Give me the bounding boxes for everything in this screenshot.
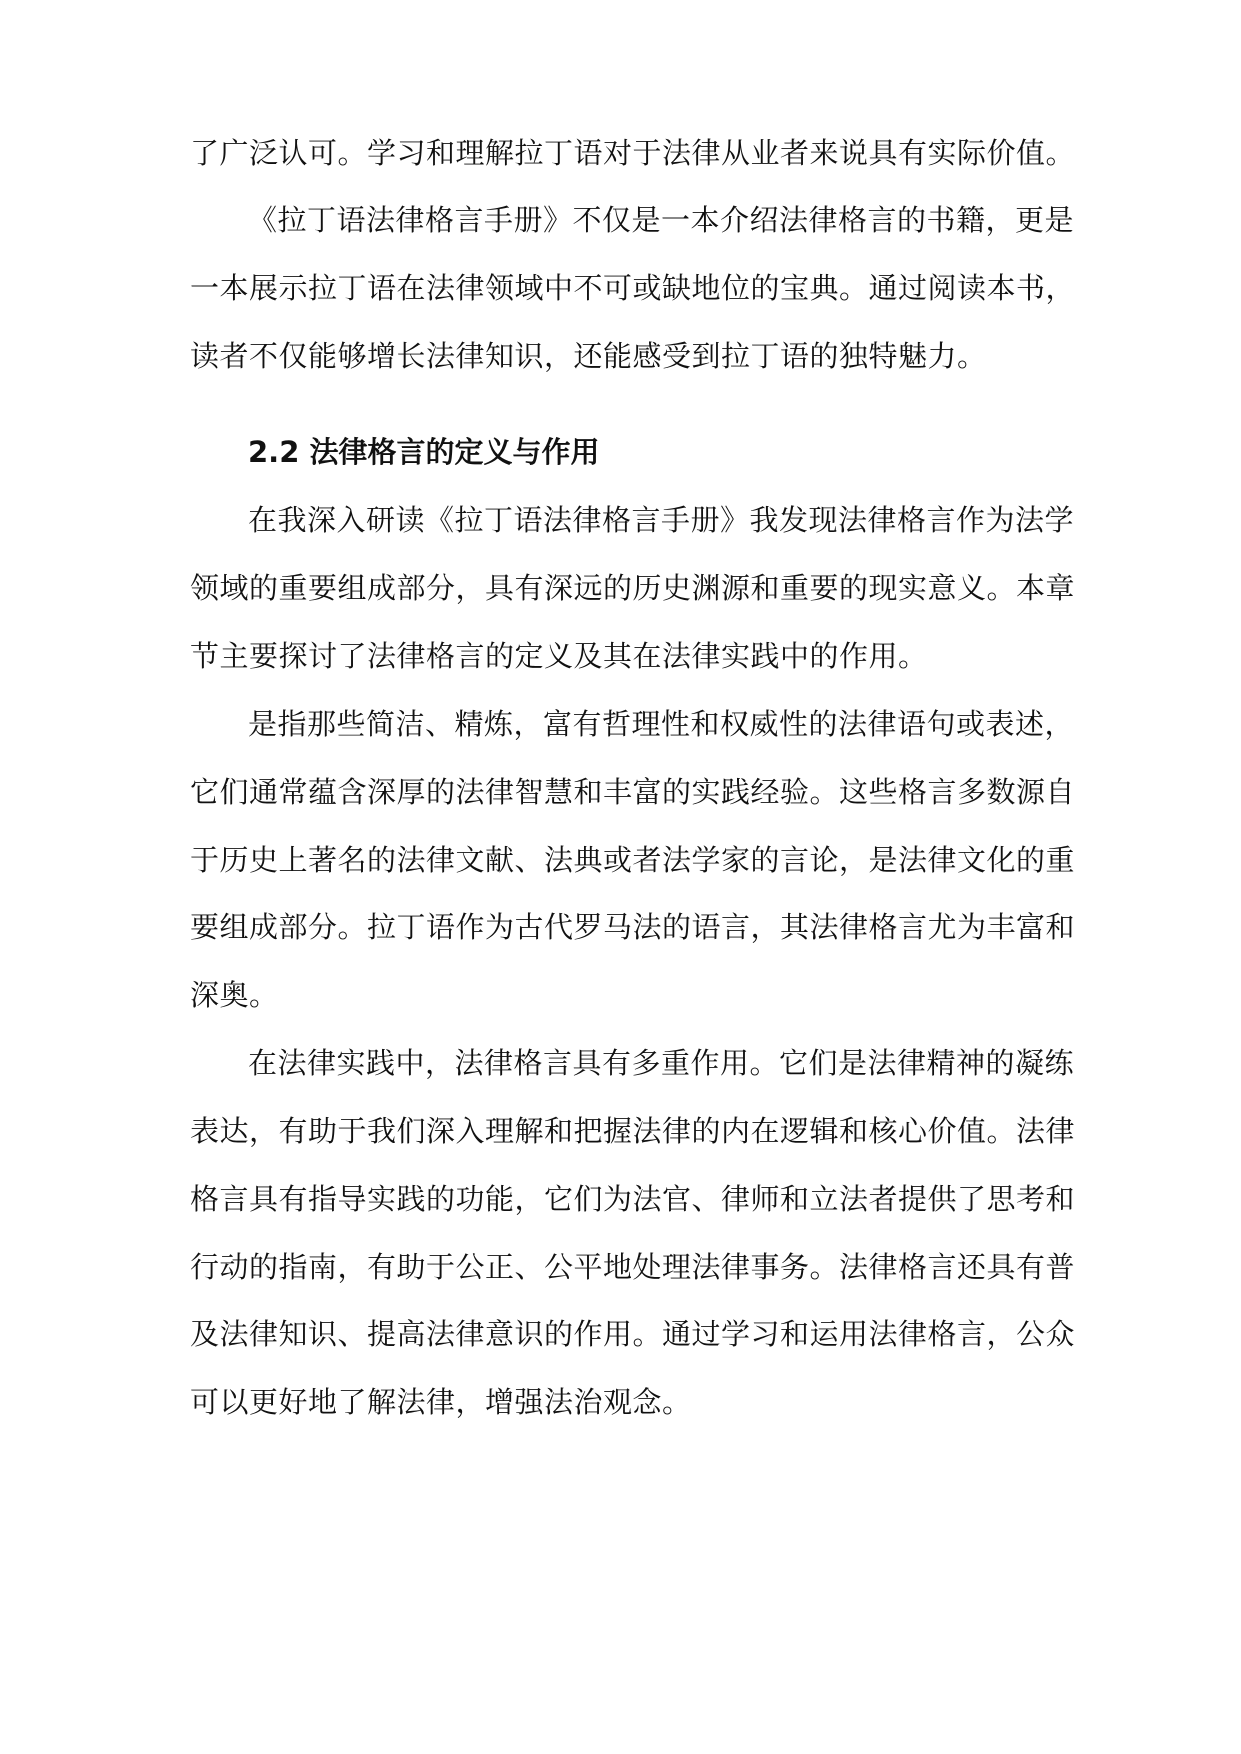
paragraph-line: 表达，有助于我们深入理解和把握法律的内在逻辑和核心价值。法律 [190,1114,1076,1148]
paragraph-line: 格言具有指导实践的功能，它们为法官、律师和立法者提供了思考和 [190,1182,1076,1216]
paragraph-line: 了广泛认可。学习和理解拉丁语对于法律从业者来说具有实际价值。 [190,136,1076,170]
paragraph-line: 要组成部分。拉丁语作为古代罗马法的语言，其法律格言尤为丰富和 [190,910,1076,944]
paragraph-line: 在我深入研读《拉丁语法律格言手册》我发现法律格言作为法学 [248,503,1075,537]
paragraph-line: 领域的重要组成部分，具有深远的历史渊源和重要的现实意义。本章 [190,571,1076,605]
paragraph-line: 在法律实践中，法律格言具有多重作用。它们是法律精神的凝练 [248,1046,1075,1080]
paragraph-line: 它们通常蕴含深厚的法律智慧和丰富的实践经验。这些格言多数源自 [190,775,1076,809]
paragraph-line: 读者不仅能够增长法律知识，还能感受到拉丁语的独特魅力。 [190,339,987,373]
paragraph-line: 节主要探讨了法律格言的定义及其在法律实践中的作用。 [190,639,928,673]
paragraph-line: 及法律知识、提高法律意识的作用。通过学习和运用法律格言，公众 [190,1317,1076,1351]
paragraph-line: 是指那些简洁、精炼，富有哲理性和权威性的法律语句或表述， [248,707,1075,741]
paragraph-line: 于历史上著名的法律文献、法典或者法学家的言论，是法律文化的重 [190,843,1076,877]
paragraph-line: 可以更好地了解法律，增强法治观念。 [190,1385,692,1419]
paragraph-line: 深奥。 [190,978,279,1012]
paragraph-line: 一本展示拉丁语在法律领域中不可或缺地位的宝典。通过阅读本书， [190,271,1076,305]
paragraph-line: 《拉丁语法律格言手册》不仅是一本介绍法律格言的书籍，更是 [248,203,1075,237]
section-heading: 2.2 法律格言的定义与作用 [248,435,600,469]
paragraph-line: 行动的指南，有助于公正、公平地处理法律事务。法律格言还具有普 [190,1250,1076,1284]
